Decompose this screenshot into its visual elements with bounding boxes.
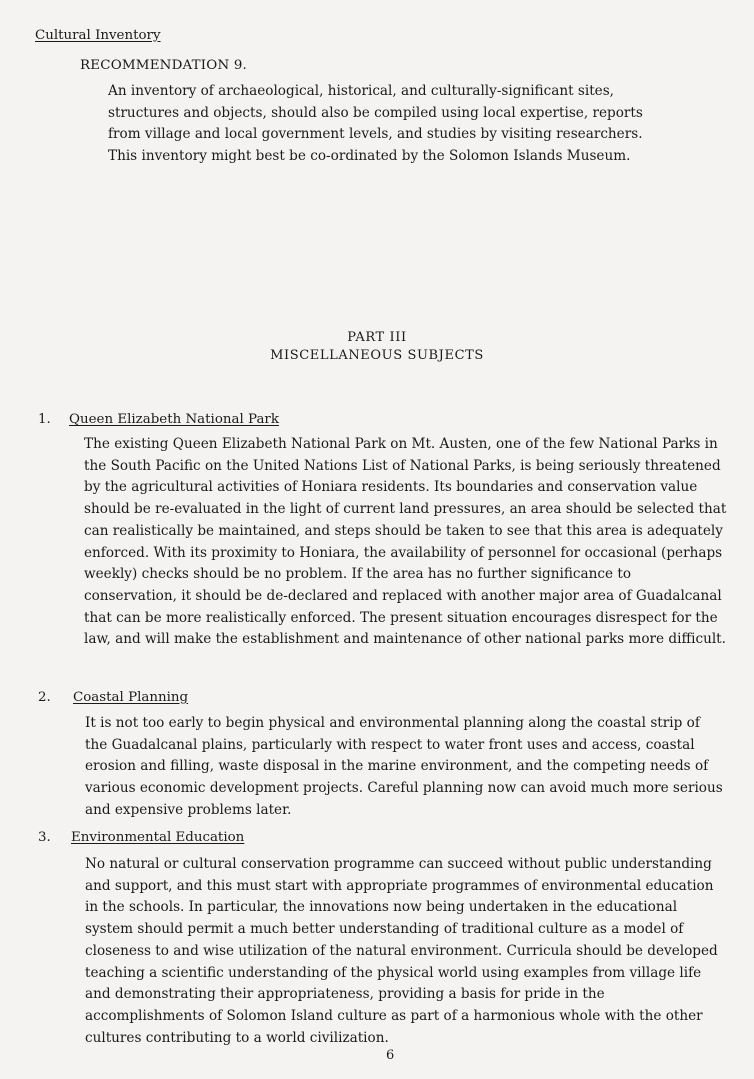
section-2-text: It is not too early to begin physical and environmental planning along the coastal strip of the Guadalcanal plains, particularly with respect to water front uses and access, coastal erosion and filling, waste disposal in the marine environment, and the competing needs of various economic development projects. Careful planning now can avoid much more serious and expensive problems later.: [85, 715, 723, 818]
section-2-number: 2.: [38, 690, 51, 705]
section-1-heading: Queen Elizabeth National Park: [69, 412, 279, 427]
part-subtitle: MISCELLANEOUS SUBJECTS: [270, 348, 484, 363]
part-title: PART III: [347, 330, 407, 345]
section-1-text: The existing Queen Elizabeth National Park on Mt. Austen, one of the few National Parks in the South Pacific on the United Nations List of National Parks, is being seriously threatened by the agricultural activities of Honiara residents. Its boundaries and conservation value should be re-evaluated in the light of current land pressures, an area should be selected that can realistically be maintained, and steps should be taken to see that this area is adequately enforced. With its proximity to Honiara, the availability of personnel for occasional (perhaps weekly) checks should be no problem. If the area has no further significance to conservation, it should be de-declared and replaced with another major area of Guadalcanal that can be more realistically enforced. The present situation encourages disrespect for the law, and will make the establishment and maintenance of other national parks more difficult.: [84, 436, 727, 648]
section-1-number: 1.: [38, 412, 51, 427]
page-number: 6: [386, 1048, 395, 1063]
section-2-heading: Coastal Planning: [73, 690, 189, 705]
cultural-inventory-text: An inventory of archaeological, historical, and culturally-significant sites, structures and objects, should also be compiled using local expertise, reports from village and local government levels, and studies by visiting researchers. This inventory might best be co-ordinated by the Solomon Islands Museum.: [108, 83, 643, 165]
section-3-text: No natural or cultural conservation programme can succeed without public understanding and support, and this must start with appropriate programmes of environmental education in the schools. In particular, the innovations now being undertaken in the educational system should permit a much better understanding of traditional culture as a model of closeness to and wise utilization of the natural environment. Curricula should be developed teaching a scientific understanding of the physical world using examples from village life and demonstrating their appropriateness, providing a basis for pride in the accomplishments of Solomon Island culture as part of a harmonious whole with the other cultures contributing to a world civilization.: [85, 856, 718, 1046]
section-3-number: 3.: [38, 830, 51, 845]
recommendation-9-title: RECOMMENDATION 9.: [80, 58, 248, 73]
cultural-inventory-heading: Cultural Inventory: [35, 28, 161, 43]
section-3-heading: Environmental Education: [71, 830, 245, 845]
